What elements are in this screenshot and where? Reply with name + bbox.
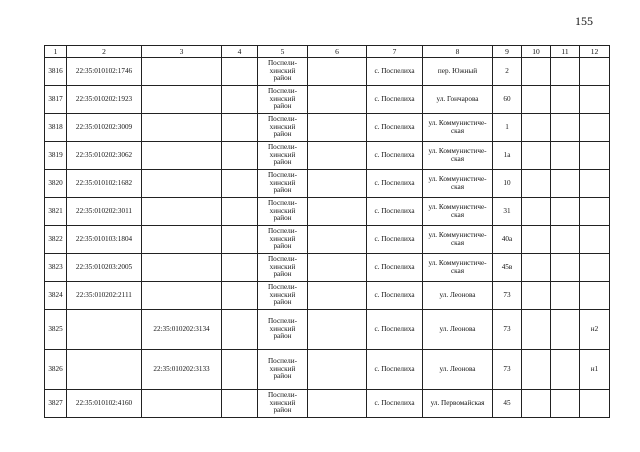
table-cell (308, 142, 367, 170)
table-row (45, 86, 610, 114)
table-cell (222, 254, 258, 282)
column-header: 3 (142, 46, 222, 58)
table-cell (308, 170, 367, 198)
table-cell (522, 254, 551, 282)
table-cell: 1а (493, 142, 522, 170)
table-cell (67, 350, 142, 390)
table-cell (580, 198, 610, 226)
table-cell (551, 114, 580, 142)
table-cell: 73 (493, 282, 522, 310)
table-cell (580, 282, 610, 310)
table-cell (222, 198, 258, 226)
table-cell (222, 58, 258, 86)
table-cell (522, 142, 551, 170)
table-cell (222, 390, 258, 418)
table-cell (222, 86, 258, 114)
table-cell (308, 350, 367, 390)
registry-table (44, 45, 610, 418)
table-header-row (45, 46, 610, 58)
column-header: 10 (522, 46, 551, 58)
table-cell: с. Поспелиха (367, 254, 423, 282)
table-cell (67, 310, 142, 350)
table-row (45, 226, 610, 254)
table-cell (142, 142, 222, 170)
table-cell (580, 86, 610, 114)
column-header: 12 (580, 46, 610, 58)
table-cell: с. Поспелиха (367, 86, 423, 114)
table-cell (580, 390, 610, 418)
table-cell: 22:35:010202:3009 (67, 114, 142, 142)
table-cell (551, 282, 580, 310)
table-cell: ул. Леонова (423, 310, 493, 350)
table-cell: ул. Коммунистиче- ская (423, 170, 493, 198)
table-row (45, 350, 610, 390)
table-cell: ул. Леонова (423, 282, 493, 310)
column-header: 4 (222, 46, 258, 58)
table-cell: с. Поспелиха (367, 142, 423, 170)
table-cell: Поспели- хинский район (258, 170, 308, 198)
table-row (45, 390, 610, 418)
table-cell: Поспели- хинский район (258, 350, 308, 390)
table-cell (222, 114, 258, 142)
table-cell: 3816 (45, 58, 67, 86)
table-cell: с. Поспелиха (367, 198, 423, 226)
table-cell (222, 282, 258, 310)
table-cell: Поспели- хинский район (258, 198, 308, 226)
column-header: 5 (258, 46, 308, 58)
table-cell (551, 390, 580, 418)
table-cell: Поспели- хинский район (258, 254, 308, 282)
table-cell: Поспели- хинский район (258, 226, 308, 254)
table-cell: с. Поспелиха (367, 170, 423, 198)
table-cell (142, 282, 222, 310)
table-cell: 22:35:010102:4160 (67, 390, 142, 418)
table-cell: 22:35:010202:2111 (67, 282, 142, 310)
table-cell (222, 226, 258, 254)
table-cell: 2 (493, 58, 522, 86)
table-cell (551, 350, 580, 390)
table-cell (551, 198, 580, 226)
table-cell: 3825 (45, 310, 67, 350)
page-number: 155 (575, 14, 593, 28)
column-header: 11 (551, 46, 580, 58)
table-cell (551, 170, 580, 198)
table-body (45, 46, 610, 418)
column-header: 1 (45, 46, 67, 58)
table-cell: 73 (493, 310, 522, 350)
table-cell: 3827 (45, 390, 67, 418)
table-cell (522, 58, 551, 86)
table-cell: ул. Коммунистиче- ская (423, 226, 493, 254)
table-row (45, 254, 610, 282)
table-cell (142, 114, 222, 142)
table-cell: с. Поспелиха (367, 226, 423, 254)
table-cell: 22:35:010202:3133 (142, 350, 222, 390)
table-row (45, 310, 610, 350)
table-cell (142, 170, 222, 198)
table-cell (580, 170, 610, 198)
table-cell (580, 226, 610, 254)
table-cell: с. Поспелиха (367, 58, 423, 86)
table-cell: пер. Южный (423, 58, 493, 86)
table-cell: с. Поспелиха (367, 282, 423, 310)
table-cell: ул. Коммунистиче- ская (423, 198, 493, 226)
table-cell (142, 58, 222, 86)
table-cell (142, 254, 222, 282)
table-cell: ул. Леонова (423, 350, 493, 390)
column-header: 6 (308, 46, 367, 58)
table-cell (308, 282, 367, 310)
table-cell: Поспели- хинский район (258, 310, 308, 350)
table-cell: 3823 (45, 254, 67, 282)
table-cell (222, 142, 258, 170)
table-cell (142, 226, 222, 254)
table-cell: 3826 (45, 350, 67, 390)
table-cell (580, 58, 610, 86)
column-header: 7 (367, 46, 423, 58)
table-cell: 73 (493, 350, 522, 390)
table-cell: 60 (493, 86, 522, 114)
table-cell: 10 (493, 170, 522, 198)
table-cell (522, 282, 551, 310)
table-cell: 22:35:010102:1746 (67, 58, 142, 86)
table-cell (522, 390, 551, 418)
table-cell: с. Поспелиха (367, 350, 423, 390)
table-cell: ул. Первомайская (423, 390, 493, 418)
table-cell: н2 (580, 310, 610, 350)
table-cell (522, 198, 551, 226)
table-cell: 22:35:010202:3062 (67, 142, 142, 170)
table-cell: 22:35:010103:1804 (67, 226, 142, 254)
table-cell (308, 390, 367, 418)
table-cell: 22:35:010202:1923 (67, 86, 142, 114)
table-row (45, 170, 610, 198)
table-cell (308, 310, 367, 350)
column-header: 8 (423, 46, 493, 58)
table-cell: 22:35:010202:3134 (142, 310, 222, 350)
table-row (45, 142, 610, 170)
table-cell (522, 170, 551, 198)
table-row (45, 282, 610, 310)
table-cell (522, 350, 551, 390)
table-cell (522, 114, 551, 142)
table-cell (551, 310, 580, 350)
table-cell: 3818 (45, 114, 67, 142)
table-cell (551, 142, 580, 170)
column-header: 2 (67, 46, 142, 58)
table-cell (551, 58, 580, 86)
table-cell: 22:35:010102:1682 (67, 170, 142, 198)
table-cell: Поспели- хинский район (258, 282, 308, 310)
table-cell (308, 86, 367, 114)
table-cell: ул. Коммунистиче- ская (423, 142, 493, 170)
table-cell (222, 350, 258, 390)
table-cell (522, 310, 551, 350)
table-cell (308, 254, 367, 282)
table-cell (580, 254, 610, 282)
table-cell: Поспели- хинский район (258, 390, 308, 418)
table-cell: 3821 (45, 198, 67, 226)
table-cell (522, 226, 551, 254)
table-cell: 31 (493, 198, 522, 226)
table-cell: ул. Гончарова (423, 86, 493, 114)
table-cell: 40а (493, 226, 522, 254)
table-cell (308, 226, 367, 254)
table-cell (308, 58, 367, 86)
table-cell: 3824 (45, 282, 67, 310)
table-cell: 3817 (45, 86, 67, 114)
table-cell: ул. Коммунистиче- ская (423, 114, 493, 142)
table-row (45, 198, 610, 226)
table-cell: 3820 (45, 170, 67, 198)
table-cell (551, 254, 580, 282)
table-cell (222, 170, 258, 198)
table-cell: с. Поспелиха (367, 114, 423, 142)
table-cell (580, 114, 610, 142)
table-cell: Поспели- хинский район (258, 86, 308, 114)
table-cell (142, 390, 222, 418)
column-header: 9 (493, 46, 522, 58)
table-cell: Поспели- хинский район (258, 114, 308, 142)
table-cell (222, 310, 258, 350)
table-row (45, 58, 610, 86)
table-cell: Поспели- хинский район (258, 142, 308, 170)
table-cell (551, 86, 580, 114)
table-cell: н1 (580, 350, 610, 390)
table-cell: 45 (493, 390, 522, 418)
table-cell: 22:35:010202:3011 (67, 198, 142, 226)
table-cell: с. Поспелиха (367, 310, 423, 350)
table-cell: 3819 (45, 142, 67, 170)
table-cell: 22:35:010203:2005 (67, 254, 142, 282)
table-row (45, 114, 610, 142)
table-cell: 45в (493, 254, 522, 282)
table-cell (142, 198, 222, 226)
table-cell: ул. Коммунистиче- ская (423, 254, 493, 282)
table-cell: 1 (493, 114, 522, 142)
table-cell (142, 86, 222, 114)
table-cell: 3822 (45, 226, 67, 254)
table-cell (551, 226, 580, 254)
table-cell (308, 198, 367, 226)
table-cell: с. Поспелиха (367, 390, 423, 418)
table-cell (308, 114, 367, 142)
table-cell (580, 142, 610, 170)
table-cell: Поспели- хинский район (258, 58, 308, 86)
table-cell (522, 86, 551, 114)
